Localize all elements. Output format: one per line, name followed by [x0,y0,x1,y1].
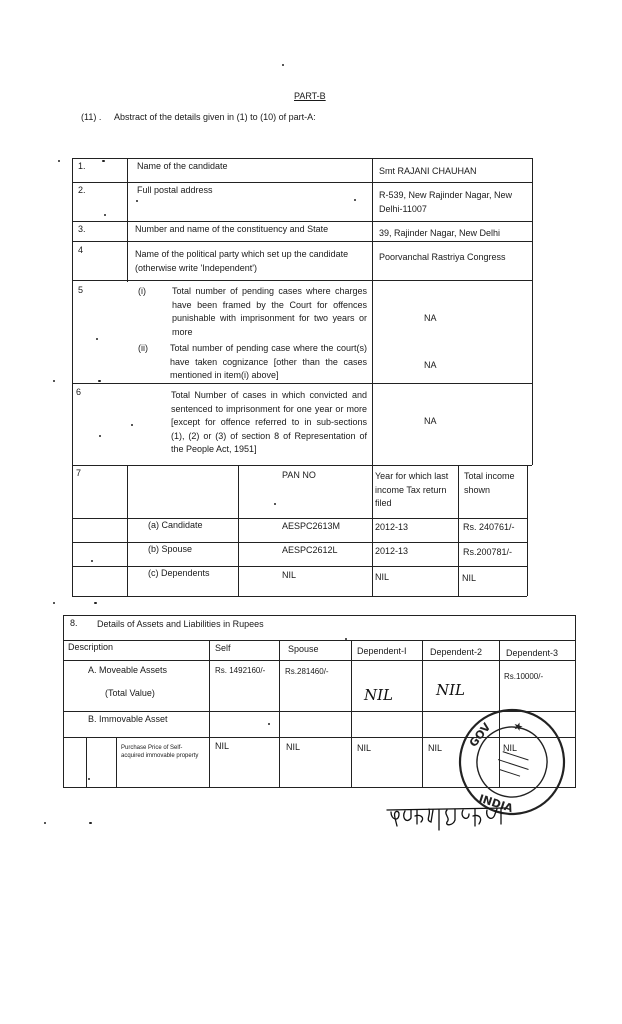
handwritten-signature [385,800,510,836]
year-header: Year for which last income Tax return filed [375,471,449,509]
immovable-label: B. Immovable Asset [88,714,168,724]
row-5-ii-text: Total number of pending case where the court(s) have taken cognizance [other than the cases mentioned in item(i) above] [170,343,367,381]
row-2-label: Full postal address [137,185,213,195]
row-5-i-marker: (i) [138,286,146,296]
moveable-dependent-1: NIL [364,686,394,704]
row-4-value: Poorvanchal Rastriya Congress [379,252,506,262]
spouse-year: 2012-13 [375,546,409,556]
row-6-value: NA [424,416,437,426]
row-5-ii-value: NA [424,360,437,370]
income-header: Total income shown [464,471,515,495]
header-dependent-1: Dependent-I [357,646,407,656]
row-4-number: 4 [78,245,84,255]
part-heading: PART-B [294,91,326,101]
assets-title: Details of Assets and Liabilities in Rupees [97,619,264,629]
header-dependent-3: Dependent-3 [506,648,559,658]
candidate-income: Rs. 240761/- [463,522,515,532]
moveable-subtitle: (Total Value) [105,688,155,698]
row-4-label: Name of the political party which set up the candidate (otherwise write 'Independent') [135,249,349,273]
moveable-self: Rs. 1492160/- [215,666,266,675]
dependents-year: NIL [375,572,390,582]
header-self: Self [215,643,231,653]
dependents-label: (c) Dependents [148,568,210,578]
moveable-dependent-2: NIL [436,681,466,699]
row-1-label: Name of the candidate [137,161,228,171]
row-3-number: 3. [78,224,86,234]
purchase-spouse: NIL [286,742,301,752]
header-dependent-2: Dependent-2 [430,647,483,657]
purchase-dependent-3: NIL [503,743,518,753]
header-spouse: Spouse [288,644,319,654]
spouse-income: Rs.200781/- [463,547,513,557]
row-5-number: 5 [78,285,84,295]
abstract-number: (11) . [81,112,102,122]
moveable-spouse: Rs.281460/- [285,667,329,676]
candidate-label: (a) Candidate [148,520,203,530]
row-6-text: Total Number of cases in which convicted and sentenced to imprisonment for one year or more [except for offence referred to in sub-sections (1), (2) or (3) of section 8 of Representation of the People Act, 1951] [171,390,367,455]
purchase-dependent-1: NIL [357,743,372,753]
header-description: Description [68,642,114,652]
row-5-i-value: NA [424,313,437,323]
svg-text:INDIA: INDIA [477,791,515,816]
spouse-pan: AESPC2612L [282,545,338,555]
purchase-label: Purchase Price of Self-acquired immovable property [121,745,199,759]
svg-text:GOV: GOV [466,720,494,750]
dependents-pan: NIL [282,570,297,580]
pan-header: PAN NO [282,470,316,480]
spouse-label: (b) Spouse [148,544,193,554]
dependents-income: NIL [462,573,477,583]
assets-number: 8. [70,618,78,628]
purchase-dependent-2: NIL [428,743,443,753]
svg-text:★: ★ [511,718,525,735]
row-3-value: 39, Rajinder Nagar, New Delhi [379,228,501,238]
row-1-value: Smt RAJANI CHAUHAN [379,166,477,176]
moveable-dependent-3: Rs.10000/- [504,672,544,681]
moveable-label: A. Moveable Assets [88,665,168,675]
row-2-value: R-539, New Rajinder Nagar, New Delhi-11007 [379,190,513,214]
purchase-self: NIL [215,741,230,751]
candidate-year: 2012-13 [375,522,409,532]
row-7-number: 7 [76,468,82,478]
abstract-text: Abstract of the details given in (1) to (10) of part-A: [114,112,316,122]
row-1-number: 1. [78,161,86,171]
row-5-i-text: Total number of pending cases where charges have been framed by the Court for offences punishable with imprisonment for two years or more [172,286,367,337]
row-6-number: 6 [76,387,82,397]
row-2-number: 2. [78,185,86,195]
row-5-ii-marker: (ii) [138,343,148,353]
candidate-pan: AESPC2613M [282,521,341,531]
row-3-label: Number and name of the constituency and State [135,224,329,234]
